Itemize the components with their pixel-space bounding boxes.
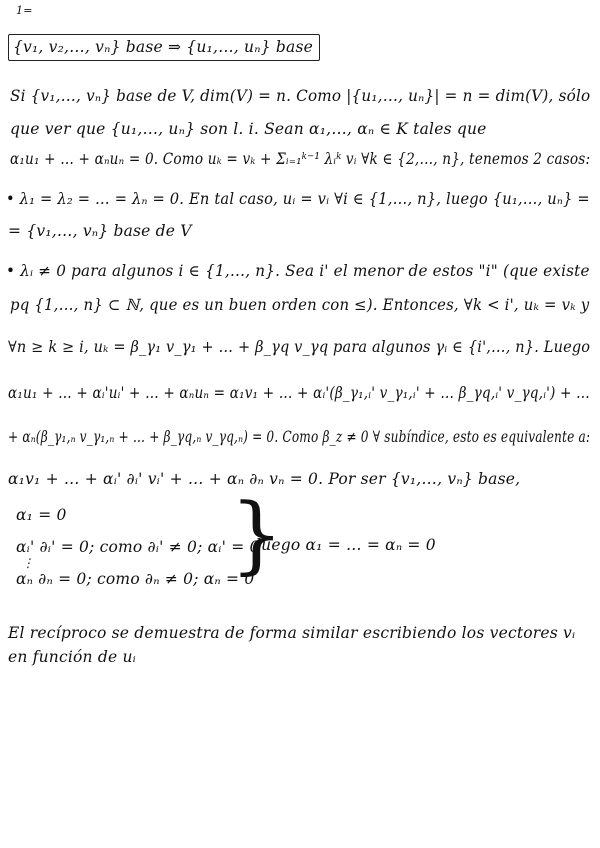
text-line-4: • λ₁ = λ₂ = … = λₙ = 0. En tal caso, uᵢ = vᵢ ∀i ∈ {1,…, n}, luego {u₁,…, uₙ} = [6, 190, 590, 208]
text-line-11: α₁v₁ + … + αᵢ' ∂ᵢ' vᵢ' + … + αₙ ∂ₙ vₙ = 0. Por ser {v₁,…, vₙ} base, [8, 470, 521, 488]
text-line-1: Si {v₁,…, vₙ} base de V, dim(V) = n. Como |{u₁,…, uₙ}| = n = dim(V), sólo [10, 87, 591, 105]
text-line-5: = {v₁,…, vₙ} base de V [8, 222, 192, 240]
system-conclusion: luego α₁ = … = αₙ = 0 [256, 536, 436, 554]
text-line-8: ∀n ≥ k ≥ i, uₖ = β_γ₁ v_γ₁ + … + β_γq v_γq para algunos γᵢ ∈ {i',…, n}. Luego [8, 338, 591, 356]
text-line-final: en función de uᵢ [8, 648, 136, 666]
page-number: 1= [16, 4, 33, 17]
system-eq-1: α₁ = 0 [16, 506, 67, 524]
text-line-6: • λᵢ ≠ 0 para algunos i ∈ {1,…, n}. Sea i' el menor de estos "i" (que existe [6, 262, 590, 280]
text-line-9: α₁u₁ + … + αᵢ'uᵢ' + … + αₙuₙ = α₁v₁ + … + αᵢ'(β_γ₁,ᵢ' v_γ₁,ᵢ' + … β_γq,ᵢ' v_γq,ᵢ') + … [8, 384, 590, 402]
system-eq-3: αₙ ∂ₙ = 0; como ∂ₙ ≠ 0; αₙ = 0 [16, 570, 255, 588]
vertical-dots-1: ⋮ [22, 556, 35, 570]
text-line-2: que ver que {u₁,…, uₙ} son l. i. Sean α₁,…, αₙ ∈ K tales que [10, 120, 487, 138]
text-line-7: pq {1,…, n} ⊂ ℕ, que es un buen orden con ≤). Entonces, ∀k < i', uₖ = vₖ y [10, 296, 590, 314]
text-line-reciprocal: El recíproco se demuestra de forma similar escribiendo los vectores vᵢ [8, 624, 576, 642]
right-brace: } [230, 485, 284, 583]
text-line-10: + αₙ(β_γ₁,ₙ v_γ₁,ₙ + … + β_γq,ₙ v_γq,ₙ) = 0. Como β_z ≠ 0 ∀ subíndice, esto es equivalente a: [8, 428, 591, 446]
boxed-statement: {v₁, v₂,…, vₙ} base ⇒ {u₁,…, uₙ} base [8, 34, 320, 61]
system-eq-2: αᵢ' ∂ᵢ' = 0; como ∂ᵢ' ≠ 0; αᵢ' = 0 [16, 538, 260, 556]
text-line-3: α₁u₁ + … + αₙuₙ = 0. Como uₖ = vₖ + Σᵢ₌₁ᵏ⁻¹ λᵢᵏ vᵢ ∀k ∈ {2,…, n}, tenemos 2 casos: [10, 150, 591, 168]
